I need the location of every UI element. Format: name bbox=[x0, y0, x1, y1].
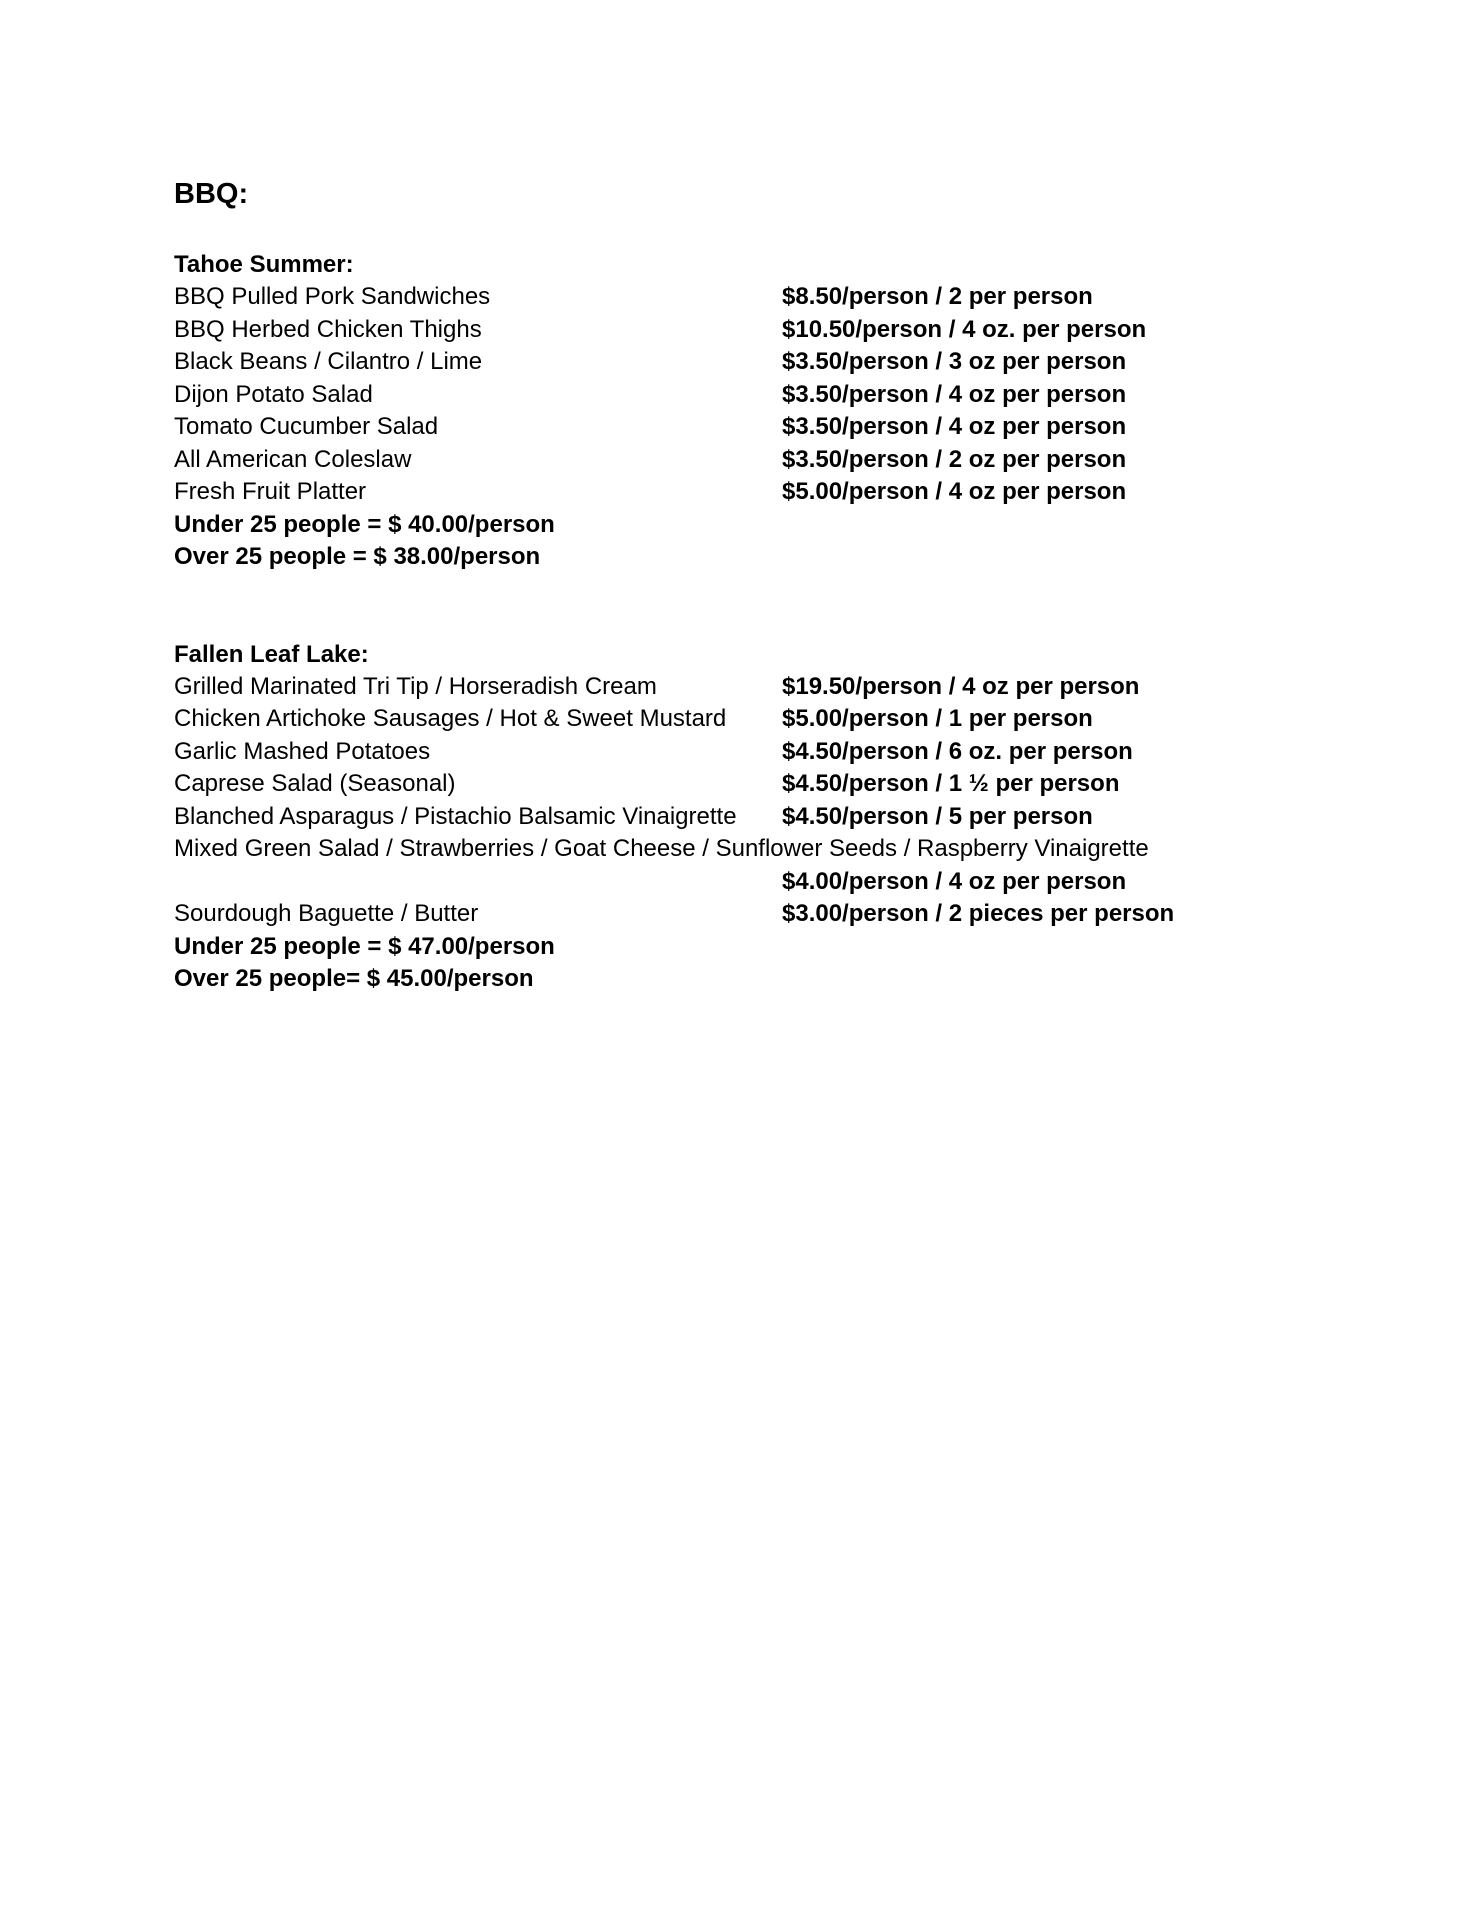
menu-page bbox=[174, 172, 1334, 996]
menu-item bbox=[174, 346, 1334, 379]
item-price: $5.00/person / 4 oz per person bbox=[782, 478, 1127, 505]
item-name: Fresh Fruit Platter bbox=[174, 478, 367, 505]
item-name: Black Beans / Cilantro / Lime bbox=[174, 348, 483, 375]
item-price: $4.50/person / 1 ½ per person bbox=[782, 770, 1120, 797]
menu-item bbox=[174, 703, 1334, 736]
item-price: $4.50/person / 6 oz. per person bbox=[782, 737, 1133, 765]
item-name: Blanched Asparagus / Pistachio Balsamic Vinaigrette bbox=[174, 802, 737, 830]
item-price: $4.50/person / 5 per person bbox=[782, 802, 1093, 830]
item-name: Mixed Green Salad / Strawberries / Goat Cheese / Sunflower Seeds / Raspberry Vinaigrette bbox=[174, 835, 1149, 862]
item-name: Caprese Salad (Seasonal) bbox=[174, 770, 456, 797]
item-price: $3.50/person / 3 oz per person bbox=[782, 348, 1127, 375]
section-title: Tahoe Summer: bbox=[174, 251, 354, 278]
menu-item bbox=[174, 411, 1334, 444]
menu-item-long-name bbox=[174, 833, 1334, 866]
item-price: $19.50/person / 4 oz per person bbox=[782, 672, 1140, 700]
section-title: Fallen Leaf Lake: bbox=[174, 640, 369, 668]
item-name: Dijon Potato Salad bbox=[174, 380, 373, 408]
menu-item bbox=[174, 281, 1334, 314]
item-name: All American Coleslaw bbox=[174, 445, 412, 473]
menu-item bbox=[174, 379, 1334, 412]
item-price: $3.50/person / 4 oz per person bbox=[782, 413, 1127, 440]
menu-item-price-line bbox=[174, 866, 1334, 899]
item-price: $3.00/person / 2 pieces per person bbox=[782, 900, 1175, 927]
item-name: Sourdough Baguette / Butter bbox=[174, 900, 479, 927]
item-name: Garlic Mashed Potatoes bbox=[174, 737, 431, 765]
menu-item bbox=[174, 444, 1334, 477]
menu-item bbox=[174, 736, 1334, 769]
menu-item bbox=[174, 476, 1334, 509]
item-price: $10.50/person / 4 oz. per person bbox=[782, 315, 1147, 343]
menu-item bbox=[174, 768, 1334, 801]
item-name: Grilled Marinated Tri Tip / Horseradish Cream bbox=[174, 672, 657, 700]
item-name: BBQ Herbed Chicken Thighs bbox=[174, 315, 482, 343]
price-total-over-25: Over 25 people = $ 38.00/person bbox=[174, 543, 541, 570]
item-price: $3.50/person / 2 oz per person bbox=[782, 445, 1127, 473]
menu-section-tahoe-summer bbox=[174, 248, 1334, 574]
price-total-over-25: Over 25 people= $ 45.00/person bbox=[174, 965, 534, 992]
item-price: $8.50/person / 2 per person bbox=[782, 283, 1093, 310]
menu-section-fallen-leaf-lake bbox=[174, 638, 1334, 996]
menu-item bbox=[174, 314, 1334, 347]
item-name: Chicken Artichoke Sausages / Hot & Sweet Mustard bbox=[174, 705, 727, 732]
item-price: $5.00/person / 1 per person bbox=[782, 705, 1093, 732]
item-name: BBQ Pulled Pork Sandwiches bbox=[174, 283, 491, 310]
price-total-under-25: Under 25 people = $ 40.00/person bbox=[174, 510, 555, 538]
item-name: Tomato Cucumber Salad bbox=[174, 413, 439, 440]
page-title: BBQ: bbox=[174, 178, 249, 210]
item-price: $3.50/person / 4 oz per person bbox=[782, 380, 1127, 408]
item-price: $4.00/person / 4 oz per person bbox=[782, 867, 1127, 895]
menu-item bbox=[174, 671, 1334, 704]
price-total-under-25: Under 25 people = $ 47.00/person bbox=[174, 932, 555, 960]
menu-item bbox=[174, 898, 1334, 931]
menu-item bbox=[174, 801, 1334, 834]
